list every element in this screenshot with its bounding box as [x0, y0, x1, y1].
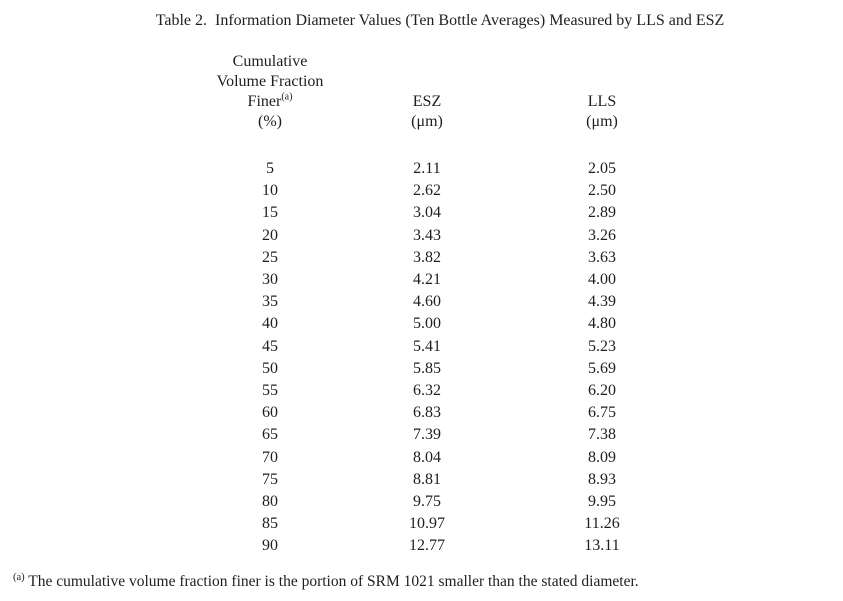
- fraction-cell: 5: [266, 160, 274, 177]
- table-row: [175, 424, 715, 446]
- esz-value-cell: 6.83: [413, 404, 441, 422]
- fraction-cell: 85: [262, 515, 278, 533]
- esz-value-cell: 5.00: [413, 315, 441, 333]
- esz-value-cell: 10.97: [409, 515, 445, 533]
- esz-value-cell: 7.39: [413, 426, 441, 444]
- column-header-lls: [489, 52, 715, 158]
- table-row: [175, 535, 715, 557]
- fraction-cell: 40: [262, 315, 278, 333]
- table-row: [175, 313, 715, 335]
- fraction-cell: 35: [262, 293, 278, 311]
- footnote-marker-superscript: (a): [281, 91, 293, 103]
- lls-value-cell: 4.39: [588, 293, 616, 311]
- esz-value-cell: 4.21: [413, 271, 441, 289]
- esz-value-cell: 2.62: [413, 182, 441, 200]
- fraction-cell: 65: [262, 426, 278, 444]
- data-table: [175, 52, 715, 558]
- table-row: [175, 291, 715, 313]
- lls-value-cell: 7.38: [588, 426, 616, 444]
- lls-value-cell: 8.09: [588, 448, 616, 466]
- footnote: [13, 572, 639, 592]
- fraction-cell: 75: [262, 470, 278, 488]
- column-header-esz: [365, 52, 489, 158]
- fraction-cell: 90: [262, 537, 278, 555]
- header-unit: (μm): [411, 113, 443, 130]
- esz-value-cell: 6.32: [413, 382, 441, 400]
- lls-value-cell: 2.05: [588, 160, 616, 177]
- fraction-cell: 60: [262, 404, 278, 422]
- esz-value-cell: 8.04: [413, 448, 441, 466]
- esz-value-cell: 3.43: [413, 226, 441, 244]
- fraction-cell: 15: [262, 204, 278, 222]
- esz-value-cell: 12.77: [409, 537, 445, 555]
- lls-value-cell: 9.95: [588, 493, 616, 511]
- fraction-cell: 55: [262, 382, 278, 400]
- fraction-cell: 70: [262, 448, 278, 466]
- table-row: [175, 225, 715, 247]
- table-row: [175, 513, 715, 535]
- column-header-fraction: [175, 52, 365, 158]
- header-line: Finer$^{(a)}$: [247, 91, 293, 110]
- header-line: Volume Fraction: [216, 73, 324, 90]
- lls-value-cell: 6.20: [588, 382, 616, 400]
- lls-value-cell: 3.26: [588, 226, 616, 244]
- lls-value-cell: 2.50: [588, 182, 616, 200]
- header-unit: (μm): [586, 113, 618, 130]
- table-row: [175, 180, 715, 202]
- lls-value-cell: 5.23: [588, 337, 616, 355]
- lls-value-cell: 8.93: [588, 470, 616, 488]
- header-row: [175, 52, 715, 158]
- esz-value-cell: 5.85: [413, 359, 441, 377]
- lls-value-cell: 6.75: [588, 404, 616, 422]
- table-row: [175, 491, 715, 513]
- lls-value-cell: 3.63: [588, 248, 616, 266]
- fraction-cell: 10: [262, 182, 278, 200]
- lls-value-cell: 11.26: [584, 515, 620, 533]
- footnote-marker-superscript: (a): [13, 571, 25, 583]
- table-title: Table 2. Information Diameter Values (Ten Bottle Averages) Measured by LLS and ESZ: [155, 12, 725, 29]
- table-row: [175, 269, 715, 291]
- lls-value-cell: 13.11: [584, 537, 620, 555]
- footnote-text: The cumulative volume fraction finer is the portion of SRM 1021 smaller than the stated diameter.: [28, 573, 639, 590]
- table-row: [175, 358, 715, 380]
- header-line: Cumulative: [232, 53, 308, 70]
- header-line: ESZ: [412, 93, 442, 110]
- table-row: [175, 402, 715, 424]
- table-row: [175, 202, 715, 224]
- fraction-cell: 30: [262, 271, 278, 289]
- esz-value-cell: 9.75: [413, 493, 441, 511]
- fraction-cell: 25: [262, 248, 278, 266]
- table-row: [175, 336, 715, 358]
- lls-value-cell: 4.80: [588, 315, 616, 333]
- table-body: [175, 158, 715, 558]
- fraction-cell: 45: [262, 337, 278, 355]
- table-row: [175, 447, 715, 469]
- fraction-cell: 50: [262, 359, 278, 377]
- fraction-cell: 80: [262, 493, 278, 511]
- table-row: [175, 247, 715, 269]
- esz-value-cell: 4.60: [413, 293, 441, 311]
- header-unit: (%): [258, 113, 282, 130]
- esz-value-cell: 3.04: [413, 204, 441, 222]
- esz-value-cell: 5.41: [413, 337, 441, 355]
- header-line: LLS: [587, 93, 617, 110]
- esz-value-cell: 2.11: [413, 160, 441, 177]
- esz-value-cell: 3.82: [413, 248, 441, 266]
- table-row: [175, 380, 715, 402]
- table-row: [175, 158, 715, 180]
- table-row: [175, 469, 715, 491]
- lls-value-cell: 2.89: [588, 204, 616, 222]
- fraction-cell: 20: [262, 226, 278, 244]
- lls-value-cell: 4.00: [588, 271, 616, 289]
- esz-value-cell: 8.81: [413, 470, 441, 488]
- lls-value-cell: 5.69: [588, 359, 616, 377]
